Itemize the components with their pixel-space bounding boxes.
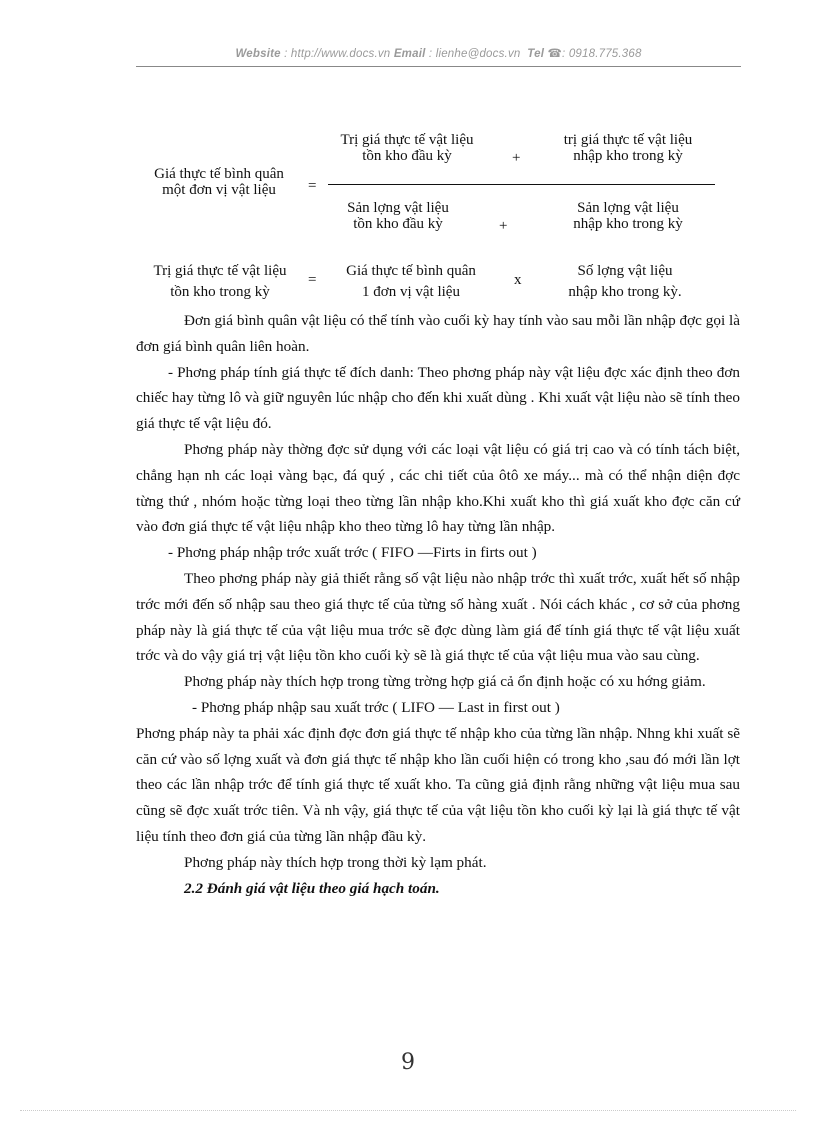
- formula1-lhs: Giá thực tế bình quân một đơn vị vật liệu: [154, 166, 284, 198]
- page-header: [136, 46, 741, 60]
- footer-dotted-line: [20, 1110, 796, 1111]
- paragraph: - Phơng pháp nhập sau xuất trớc ( LIFO — Last in first out ): [192, 698, 560, 716]
- paragraph: - Phơng pháp nhập trớc xuất trớc ( FIFO —Firts in firts out ): [168, 544, 537, 562]
- formula2-lhs: Trị giá thực tế vật liệu tồn kho trong kỳ: [153, 263, 287, 300]
- tel-value: ☎: 0918.775.368: [547, 48, 642, 60]
- paragraph: Phơng pháp này thích hợp trong từng trờng hợp giá cả ổn định hoặc có xu hớng giảm.: [184, 673, 706, 691]
- section-heading: 2.2 Đánh giá vật liệu theo giá hạch toán.: [184, 879, 440, 897]
- paragraph: Phơng pháp này thích hợp trong thời kỳ lạm phát.: [184, 853, 487, 871]
- page-number: 9: [401, 1050, 415, 1075]
- website-value[interactable]: : http://www.docs.vn: [284, 48, 391, 60]
- paragraph: Phơng pháp này thờng đợc sử dụng với các loại vật liệu có giá trị cao và có tính tách biệt, chẳng hạn nh các loại vàng bạc, đá quý , các chi tiết của ôtô xe máy... mà có thể nhận diện đợc từng thứ , nhóm hoặc từng loại theo từng lần nhập kho.Khi xuất kho thì giá xuất kho đợc căn cứ vào đơn giá thực tế vật liệu nhập kho theo từng lô hay từng lần nhập.: [136, 440, 740, 536]
- fraction-bar: [328, 184, 715, 185]
- website-label: Website: [235, 48, 281, 60]
- email-label: Email: [393, 48, 426, 60]
- paragraph: - Phơng pháp tính giá thực tế đích danh: Theo phơng pháp này vật liệu đợc xác định theo đơn chiếc hay từng lô và giữ nguyên lúc nhập cho đến khi xuất dùng . Khi xuất vật liệu nào sẽ tính theo giá thực tế vật liệu đó.: [136, 363, 740, 433]
- formula2-times: x: [514, 272, 522, 288]
- formula1-numerator-plus: +: [512, 150, 521, 166]
- formula1-denominator-b: Sản lợng vật liệu nhập kho trong kỳ: [573, 200, 683, 232]
- document-body: [136, 308, 740, 901]
- email-value[interactable]: : lienhe@docs.vn: [428, 48, 521, 60]
- paragraph: Theo phơng pháp này giả thiết rằng số vật liệu nào nhập trớc thì xuất trớc, xuất hết số nhập trớc mới đến số nhập sau theo giá thực tế của từng số hàng xuất . Nói cách khác , cơ sở của phơng pháp này là giá thực tế của vật liệu mua trớc sẽ đợc dùng làm giá để tính giá thực tế vật liệu xuất trớc và do vậy giá trị vật liệu tồn kho cuối kỳ sẽ là giá thực tế của vật liệu mua vào sau cùng.: [136, 569, 740, 665]
- paragraph: Đơn giá bình quân vật liệu có thể tính vào cuối kỳ hay tính vào sau mỗi lần nhập đợc gọi là đơn giá bình quân liên hoàn.: [136, 312, 740, 355]
- header-divider: [136, 66, 741, 67]
- formula2-equals: =: [308, 272, 317, 288]
- tel-label: Tel: [527, 48, 545, 60]
- formula1-numerator-b: trị giá thực tế vật liệu nhập kho trong kỳ: [563, 132, 693, 164]
- formula2-mid: Giá thực tế bình quân 1 đơn vị vật liệu: [346, 263, 476, 300]
- formula1-numerator-a: Trị giá thực tế vật liệu tồn kho đầu kỳ: [340, 132, 474, 164]
- formula2-rhs: Số lợng vật liệu nhập kho trong kỳ.: [568, 263, 682, 300]
- formula1-denominator-a: Sản lợng vật liệu tồn kho đầu kỳ: [347, 200, 449, 232]
- formula1-equals: =: [308, 178, 317, 194]
- paragraph: Phơng pháp này ta phải xác định đợc đơn giá thực tế nhập kho của từng lần nhập. Nhng khi xuất sẽ căn cứ vào số lợng xuất và đơn giá thực tế nhập kho lần cuối hiện có trong kho ,sau đó mới lần lợt theo các lần nhập trớc để tính giá thực tế xuất kho. Ta cũng giả định rằng những vật liệu mua sau cũng sẽ đợc xuất trớc tiên. Và nh vậy, giá thực tế của vật liệu tồn kho cuối kỳ lại là giá thực tế vật liệu tính theo đơn giá của từng lần nhập đầu kỳ.: [136, 724, 740, 845]
- formula1-denominator-plus: +: [499, 218, 508, 234]
